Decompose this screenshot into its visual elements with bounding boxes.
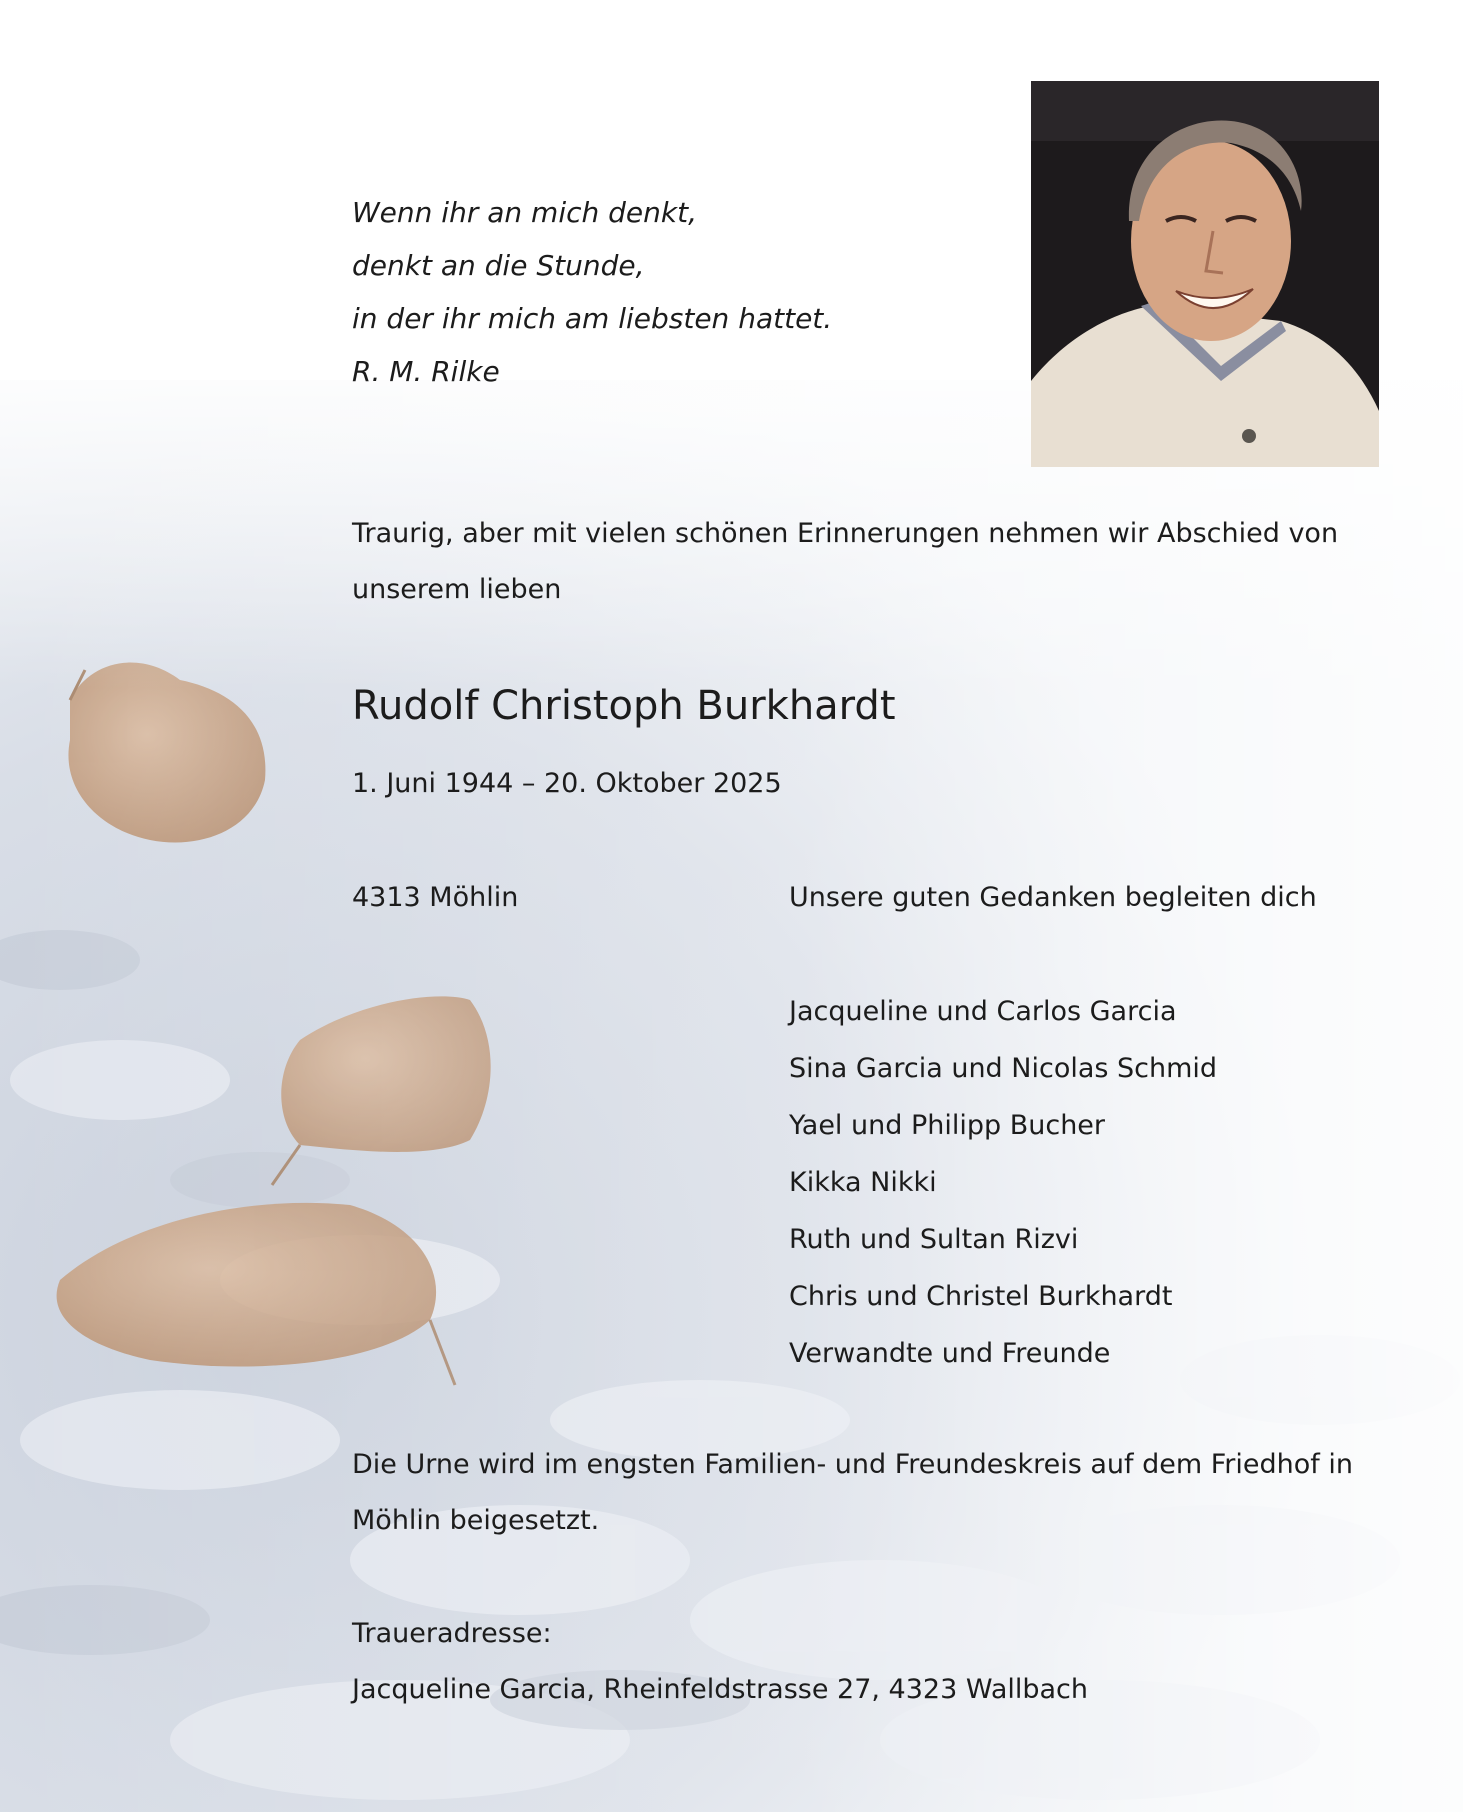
quote-line: Wenn ihr an mich denkt, [352,196,697,229]
list-item: Verwandte und Freunde [789,1338,1111,1369]
list-item: Sina Garcia und Nicolas Schmid [789,1053,1218,1084]
list-item: Jacqueline und Carlos Garcia [789,996,1177,1027]
thoughts-line: Unsere guten Gedanken begleiten dich [789,882,1317,913]
list-item: Ruth und Sultan Rizvi [789,1224,1079,1255]
address-label: Traueradresse: [352,1618,552,1649]
intro-text: Traurig, aber mit vielen schönen Erinnerungen nehmen wir Abschied von unserem lieben [352,518,1339,605]
mourning-address: Jacqueline Garcia, Rheinfeldstrasse 27, 4323 Wallbach [352,1674,1089,1705]
mourners-list [789,983,1217,1382]
quote-line: denkt an die Stunde, [352,249,645,282]
list-item: Chris und Christel Burkhardt [789,1281,1173,1312]
list-item: Yael und Philipp Bucher [789,1110,1106,1141]
life-dates: 1. Juni 1944 – 20. Oktober 2025 [352,768,782,799]
residence: 4313 Möhlin [352,882,519,913]
quote-line: in der ihr mich am liebsten hattet. [352,302,833,335]
list-item: Kikka Nikki [789,1167,937,1198]
quote-author: R. M. Rilke [352,355,500,388]
rilke-quote [352,186,832,398]
urn-notice: Die Urne wird im engsten Familien- und Freundeskreis auf dem Friedhof in Möhlin beigesetzt. [352,1449,1353,1536]
portrait-image [1031,81,1379,467]
portrait-photo [1031,81,1379,467]
deceased-name: Rudolf Christoph Burkhardt [352,683,896,729]
